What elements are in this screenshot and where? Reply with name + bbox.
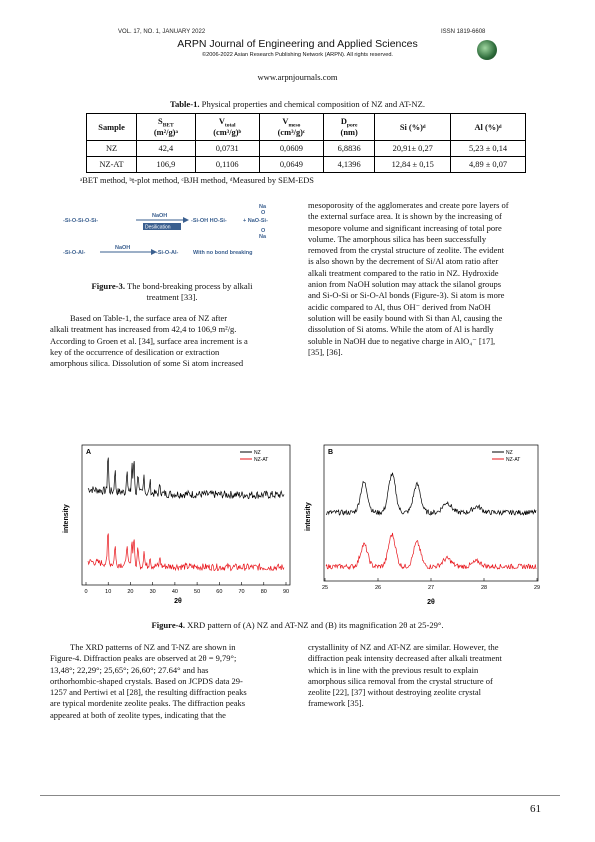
x-tick-label: 0 [84, 589, 88, 595]
table-row [87, 141, 526, 157]
left-column-text-2: The XRD patterns of NZ and T-NZ are shown in Figure-4. Diffraction peaks are observed at 2θ = 9,79°; 13,48°; 22,29°; 25,65°; 26,60°; 27.64° and has orthorhombic-shaped crystals. Based on JCPDS data 29- 1257 and Pertiwi et al [28], the resulting diffraction peaks are typical mordenite zeolite peaks. The diffraction peaks appeared at both of zeolite types, indicating that the [50, 642, 247, 720]
table-row [87, 157, 526, 173]
x-tick-label: 50 [194, 589, 201, 595]
series-nzat [326, 533, 536, 569]
series-nzat [88, 534, 284, 571]
journal-title: ARPN Journal of Engineering and Applied Sciences [177, 38, 418, 50]
figure4-caption: Figure-4. XRD pattern of (A) NZ and AT-NZ and (B) its magnification 2θ at 25-29°. [151, 620, 444, 630]
x-tick-label: 26 [374, 585, 382, 591]
x-tick-label: 70 [238, 589, 245, 595]
panel-a-letter: A [86, 449, 92, 456]
th-dpore: $D_{pore}$ (nm) [323, 114, 374, 141]
th-sbet: $S_{BET}$ (m²/g)ᵃ [137, 114, 195, 141]
svg-text:-Si-OH HO-Si-: -Si-OH HO-Si- [191, 218, 227, 224]
cell-vtotal: 0,1106 [195, 157, 259, 173]
cell-al: 5,23 ± 0,14 [451, 141, 526, 157]
right-column-text-1: mesoporosity of the agglomerates and create pore layers of the external surface area. It is shown by the increasing of mesopore volume and significant increasing of total pore volume. The amorphous silica has been successfully removed from the crystal structure of zeolite. The evident is also shown by the decrement of Si/Al atom ratio after alkali treatment compared to the ratio in NZ. Hydroxide anion from NaOH solution may attack the silanol groups and Si-O-Si or Si-O-Al bonds (Figure-3). Si atom is more acidic compared to Al, thus OH⁻ derived from NaOH solution will be easily bound with Si than Al, causing the dissolution of Si atoms. While the atom of Al is hardly soluble in NaOH due to negative charge in AlO₄⁻ [17], [35], [36]. [308, 200, 509, 357]
th-vtotal: $V_{total}$ (cm³/g)ᵇ [195, 114, 259, 141]
left-column-text-1: Based on Table-1, the surface area of NZ after alkali treatment has increased from 42,4 to 106,9 m²/g. According to Groen et al. [34], surface area increment is a key of the occurrence of desilication or extraction amorphous silica. Dissolution of some Si atom increased [50, 313, 248, 369]
th-vmeso: $V_{meso}$ (cm³/g)ᶜ [259, 114, 323, 141]
right-column-text-2: crystallinity of NZ and AT-NZ are similar. However, the diffraction peak intensity decreased after alkali treatment which is in line with the previous result to explain amorphous silica removal from the crystal structure of zeolite [22], [37] without destroying zeolite crystal framework [35]. [308, 642, 502, 709]
x-tick-label: 20 [127, 589, 134, 595]
page-number: 61 [530, 803, 541, 815]
th-sample: Sample [87, 114, 137, 141]
cell-sbet: 42,4 [137, 141, 195, 157]
table1-footnote: ᵃBET method, ᵇt-plot method, ᶜBJH method, ᵈMeasured by SEM-EDS [80, 176, 314, 185]
panel-b-letter: B [328, 449, 334, 456]
svg-text:O: O [261, 228, 266, 234]
figure4-panel-a [60, 443, 296, 611]
x-tick-label: 29 [533, 585, 541, 591]
table-header-row [87, 114, 526, 141]
svg-text:-Si-O-Al-: -Si-O-Al- [156, 250, 179, 256]
figure4-panel-b [302, 443, 542, 611]
cell-dpore: 4,1396 [323, 157, 374, 173]
cell-vmeso: 0,0649 [259, 157, 323, 173]
table1-caption: Table-1. Physical properties and chemical composition of NZ and AT-NZ. [170, 99, 425, 109]
cell-si: 12,84 ± 0,15 [375, 157, 451, 173]
x-tick-label: 30 [149, 589, 156, 595]
svg-text:+ NaO-Si-: + NaO-Si- [243, 218, 268, 224]
issn: ISSN 1819-6608 [441, 29, 486, 35]
journal-logo-icon [477, 40, 497, 60]
panel-b-xlabel: 2θ [427, 599, 435, 606]
x-tick-label: 60 [216, 589, 223, 595]
x-tick-label: 40 [171, 589, 178, 595]
cell-sample: NZ-AT [87, 157, 137, 173]
journal-url[interactable]: www.arpnjournals.com [257, 72, 338, 82]
panel-a-xlabel: 2θ [174, 598, 182, 605]
x-tick-label: 27 [427, 585, 435, 591]
x-tick-label: 25 [321, 585, 329, 591]
x-tick-label: 90 [282, 589, 290, 595]
th-si: Si (%)ᵈ [375, 114, 451, 141]
legend-nzat: NZ-AT [506, 457, 521, 463]
legend-nz: NZ [506, 450, 513, 456]
svg-text:Na: Na [259, 234, 267, 240]
naoh-label: NaOH [152, 213, 168, 219]
cell-sample: NZ [87, 141, 137, 157]
cell-sbet: 106,9 [137, 157, 195, 173]
series-nz [326, 473, 536, 515]
legend-nz: NZ [254, 450, 261, 456]
svg-text:O: O [261, 210, 266, 216]
cell-vtotal: 0,0731 [195, 141, 259, 157]
copyright: ©2006-2022 Asian Research Publishing Network (ARPN). All rights reserved. [202, 52, 393, 58]
legend-nzat: NZ-AT [254, 457, 269, 463]
panel-b-ylabel: intensity [305, 502, 312, 531]
cell-vmeso: 0,0609 [259, 141, 323, 157]
cell-si: 20,91± 0,27 [375, 141, 451, 157]
figure3-caption: Figure-3. The bond-breaking process by alkali treatment [33]. [91, 281, 253, 302]
svg-text:Na: Na [259, 204, 267, 210]
figure3-scheme [63, 204, 281, 270]
svg-text:-Si-O-Al-: -Si-O-Al- [63, 250, 86, 256]
volume-info: VOL. 17, NO. 1, JANUARY 2022 [118, 29, 206, 35]
footer-divider [40, 795, 560, 796]
no-bond-label: With no bond breaking [193, 250, 253, 256]
series-nz [88, 458, 284, 499]
panel-a-ylabel: intensity [63, 504, 70, 533]
x-tick-label: 28 [480, 585, 488, 591]
desilication-label: Desilication [145, 224, 171, 231]
table1 [86, 113, 526, 173]
x-tick-label: 80 [260, 589, 267, 595]
cell-al: 4,89 ± 0,07 [451, 157, 526, 173]
th-al: Al (%)ᵈ [451, 114, 526, 141]
x-tick-label: 10 [105, 589, 112, 595]
cell-dpore: 6,8836 [323, 141, 374, 157]
naoh-label-2: NaOH [115, 245, 131, 251]
svg-text:-Si-O-Si-O-Si-: -Si-O-Si-O-Si- [63, 218, 99, 224]
